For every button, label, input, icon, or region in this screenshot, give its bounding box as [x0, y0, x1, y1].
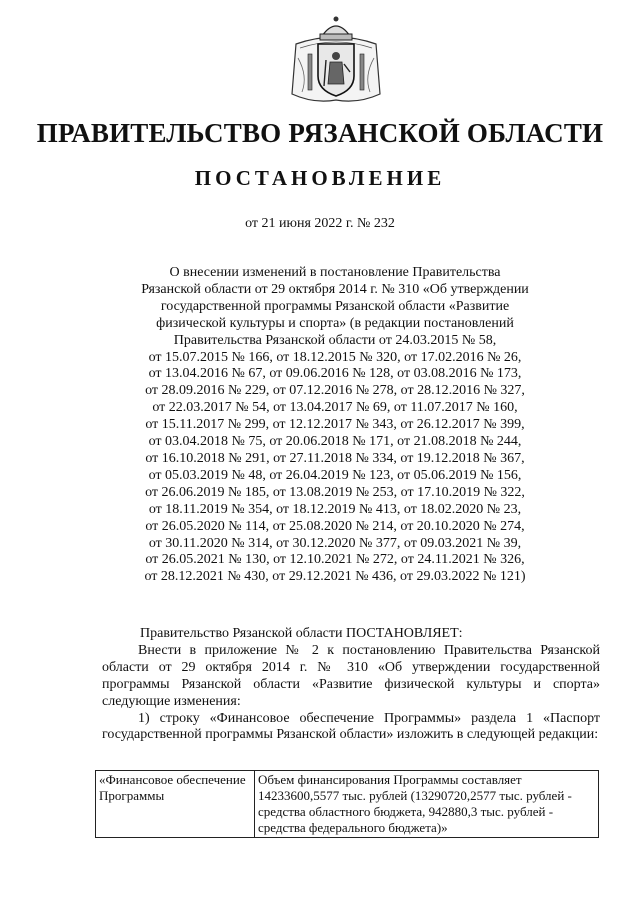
document-subject	[100, 265, 570, 586]
subject-line: от 18.11.2019 № 354, от 18.12.2019 № 413, от 18.02.2020 № 23,	[148, 501, 522, 517]
subject-line: от 26.06.2019 № 185, от 13.08.2019 № 253, от 17.10.2019 № 322,	[145, 484, 525, 500]
subject-line: Правительства Рязанской области от 24.03.2015 № 58,	[173, 332, 497, 348]
subject-line: от 28.09.2016 № 229, от 07.12.2016 № 278, от 28.12.2016 № 327,	[145, 383, 525, 399]
document-date-number: от 21 июня 2022 г. № 232	[245, 216, 395, 231]
subject-line: от 15.11.2017 № 299, от 12.12.2017 № 343, от 26.12.2017 № 399,	[145, 417, 525, 433]
government-title: ПРАВИТЕЛЬСТВО РЯЗАНСКОЙ ОБЛАСТИ	[36, 118, 604, 148]
subject-line: от 15.07.2015 № 166, от 18.12.2015 № 320, от 17.02.2016 № 26,	[148, 349, 522, 365]
subject-line: физической культуры и спорта» (в редакции постановлений	[156, 315, 514, 331]
subject-line: от 22.03.2017 № 54, от 13.04.2017 № 69, от 11.07.2017 № 160,	[152, 400, 518, 416]
subject-line: от 28.12.2021 № 430, от 29.12.2021 № 436, от 29.03.2022 № 121)	[144, 569, 526, 585]
financing-table	[95, 770, 599, 838]
table-row	[96, 771, 599, 838]
paragraph-item-1: 1) строку «Финансовое обеспечение Программы» раздела 1 «Паспорт государственной программы Рязанской области» изложить в следующей редакции:	[102, 710, 600, 743]
financing-label-cell: «Финансовое обеспечение Программы	[96, 771, 255, 838]
resolution-statement: Правительство Рязанской области ПОСТАНОВЛЯЕТ:	[140, 626, 463, 641]
financing-value-cell: Объем финансирования Программы составляет 14233600,5577 тыс. рублей (13290720,2577 тыс. рублей - средства областного бюджета, 942880,3 тыс. рублей - средства федерального бюджета)»	[255, 771, 599, 838]
subject-line: государственной программы Рязанской области «Развитие	[160, 298, 510, 314]
subject-line: от 13.04.2016 № 67, от 09.06.2016 № 128, от 03.08.2016 № 173,	[148, 366, 522, 382]
subject-line: от 26.05.2020 № 114, от 25.08.2020 № 214, от 20.10.2020 № 274,	[145, 518, 525, 534]
subject-line: от 30.11.2020 № 314, от 30.12.2020 № 377, от 09.03.2021 № 39,	[148, 535, 522, 551]
subject-line: от 03.04.2018 № 75, от 20.06.2018 № 171, от 21.08.2018 № 244,	[148, 434, 522, 450]
ryazan-coat-of-arms-icon	[288, 14, 384, 106]
subject-line: О внесении изменений в постановление Правительства	[169, 265, 501, 280]
subject-line: Рязанской области от 29 октября 2014 г. № 310 «Об утверждении	[141, 281, 529, 297]
subject-line: от 16.10.2018 № 291, от 27.11.2018 № 334, от 19.12.2018 № 367,	[145, 450, 525, 466]
subject-line: от 26.05.2021 № 130, от 12.10.2021 № 272, от 24.11.2021 № 326,	[145, 552, 525, 568]
subject-line: от 05.03.2019 № 48, от 26.04.2019 № 123, от 05.06.2019 № 156,	[148, 467, 522, 483]
document-type: ПОСТАНОВЛЕНИЕ	[194, 166, 446, 190]
paragraph-amendments: Внести в приложение № 2 к постановлению Правительства Рязанской области от 29 октября 2014 г. № 310 «Об утверждении государственной программы Рязанской области «Развитие физической культуры и спорта» следующие изменения:	[102, 642, 600, 709]
document-body	[102, 626, 600, 744]
